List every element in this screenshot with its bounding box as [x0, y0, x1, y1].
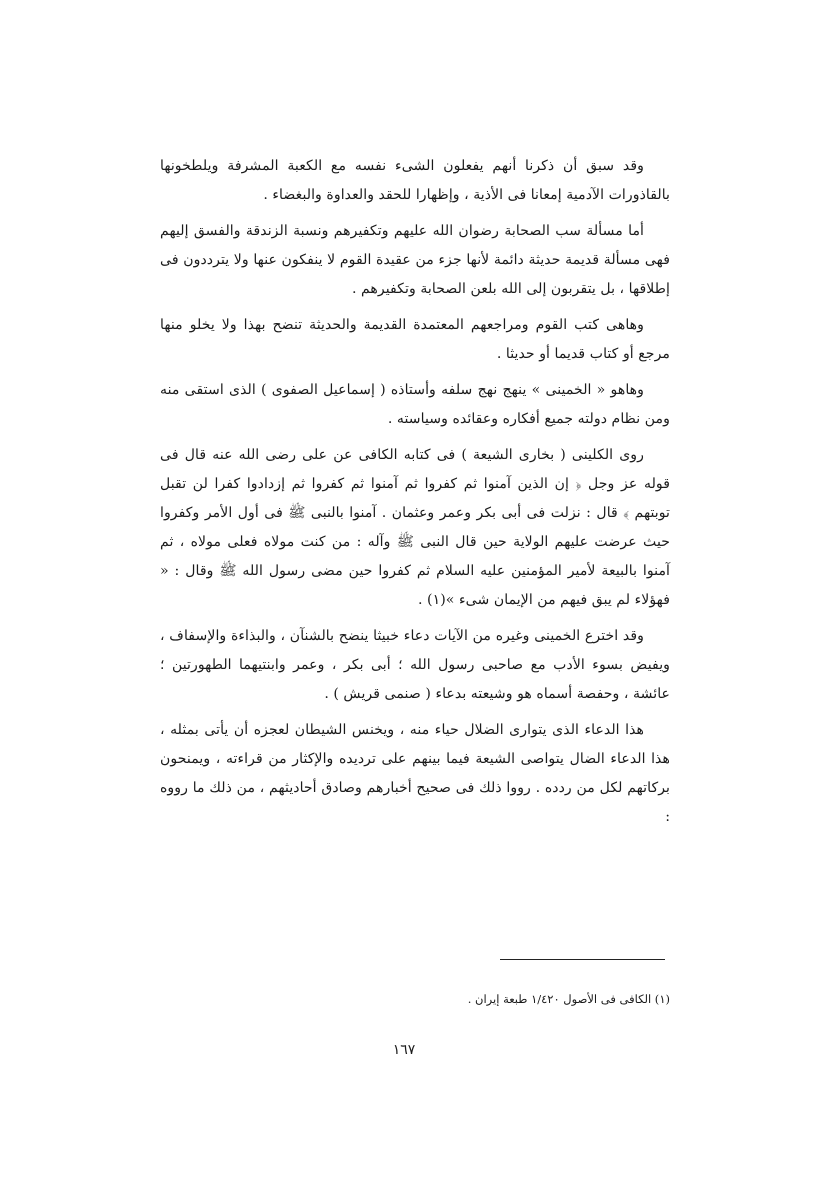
paragraph-1: وقد سبق أن ذكرنا أنهم يفعلون الشىء نفسه مع الكعبة المشرفة ويلطخونها بالقاذورات الآدمية إمعانا فى الأذية ، وإظهارا للحقد والعداوة والبغضاء .: [160, 158, 670, 203]
footnote-divider: [500, 959, 665, 960]
footnote: (١) الكافى فى الأصول ١/٤٢٠ طبعة إيران .: [467, 992, 670, 1006]
paragraph-7: هذا الدعاء الذى يتوارى الضلال حياء منه ، ويخنس الشيطان لعجزه أن يأتى بمثله ، هذا الدعاء الضال يتواصى الشيعة فيما بينهم على ترديده والإكثار من قراءته ، ويمنحون بركاتهم لكل من ردده . رووا ذلك فى صحيح أخبارهم وصادق أحاديثهم ، من ذلك ما رووه :: [160, 722, 670, 825]
paragraph-6: وقد اخترع الخمينى وغيره من الآيات دعاء خبيثا ينضح بالشنآن ، والبذاءة والإسفاف ، ويفيض بسوء الأدب مع صاحبى رسول الله ؛ أبى بكر ، وعمر وابنتيهما الطهورتين ؛ عائشة ، وحفصة أسماه هو وشيعته بدعاء ( صنمى قريش ) .: [160, 628, 670, 702]
page-number: ١٦٧: [392, 1042, 416, 1058]
paragraph-2: أما مسألة سب الصحابة رضوان الله عليهم وتكفيرهم ونسبة الزندقة والفسق إليهم فهى مسألة قديمة حديثة دائمة لأنها جزء من عقيدة القوم لا ينفكون عنها ولا يترددون فى إطلاقها ، بل يتقربون إلى الله بلعن الصحابة وتكفيرهم .: [160, 223, 670, 297]
paragraph-4: وهاهو « الخمينى » ينهج نهج سلفه وأستاذه ( إسماعيل الصفوى ) الذى استقى منه ومن نظام دولته جميع أفكاره وعقائده وسياسته .: [160, 382, 670, 427]
paragraph-5: روى الكلينى ( بخارى الشيعة ) فى كتابه الكافى عن على رضى الله عنه قال فى قوله عز وجل ﴿ إن الذين آمنوا ثم كفروا ثم آمنوا ثم كفروا ثم إزدادوا كفرا لن تقبل توبتهم ﴾ قال : نزلت فى أبى بكر وعمر وعثمان . آمنوا بالنبى ﷺ فى أول الأمر وكفروا حيث عرضت عليهم الولاية حين قال النبى ﷺ وآله : من كنت مولاه فعلى مولاه ، ثم آمنوا بالبيعة لأمير المؤمنين عليه السلام ثم كفروا حين مضى رسول الله ﷺ وقال : « فهؤلاء لم يبق فيهم من الإيمان شىء »(١) .: [160, 447, 670, 608]
paragraph-3: وهاهى كتب القوم ومراجعهم المعتمدة القديمة والحديثة تنضح بهذا ولا يخلو منها مرجع أو كتاب قديما أو حديثا .: [160, 317, 670, 362]
body-text: [160, 152, 670, 839]
